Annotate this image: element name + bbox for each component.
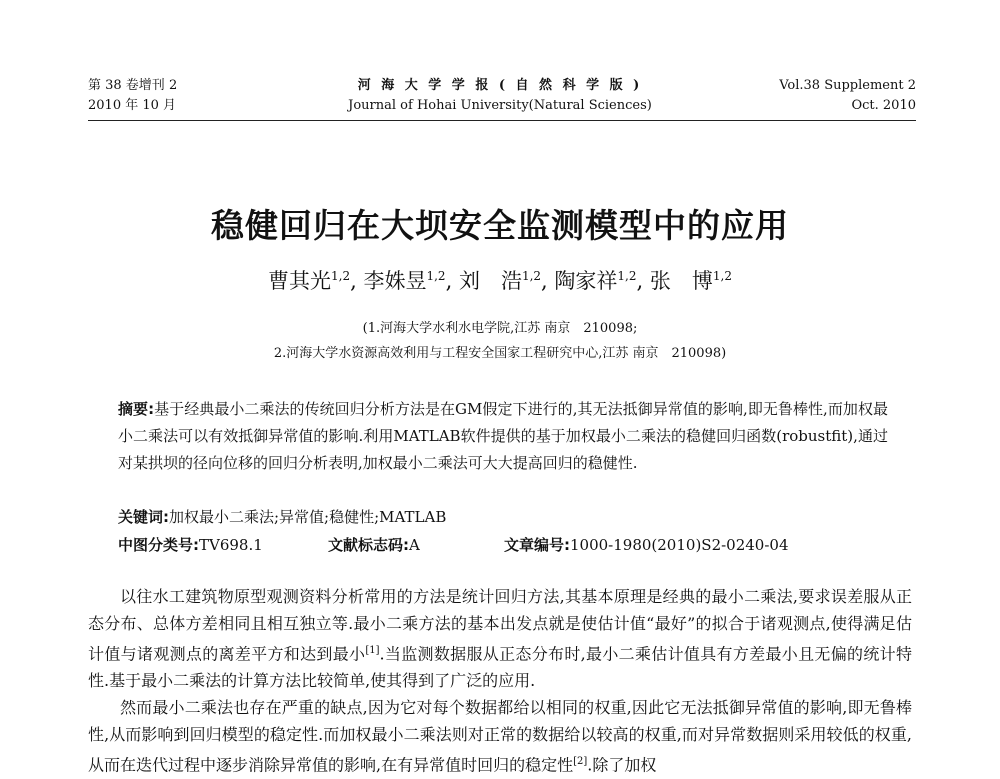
- paragraph: 然而最小二乘法也存在严重的缺点,因为它对每个数据都给以相同的权重,因此它无法抵御异常值的影响,即无鲁棒性,从而影响到回归模型的稳定性.而加权最小二乘法则对正常的数据给以较高的权重,而对异常数据则采用较低的权重,从而在迭代过程中逐步消除异常值的影响,在有异常值时回归的稳定性[2].除了加权: [88, 698, 912, 775]
- author-affiliation-mark: 1,2: [331, 269, 351, 283]
- affiliation-2: 2.河海大学水资源高效利用与工程安全国家工程研究中心,江苏 南京 210098): [273, 346, 727, 361]
- header-rule: [88, 120, 916, 121]
- keywords-label: 关键词:: [118, 508, 169, 526]
- journal-name-cn: 河 海 大 学 学 报 ( 自 然 科 学 版 ): [357, 78, 643, 93]
- author-name: 刘 浩: [458, 269, 522, 293]
- keywords: [118, 504, 888, 531]
- abstract-label: 摘要:: [118, 400, 155, 418]
- abstract-text: 基于经典最小二乘法的传统回归分析方法是在GM假定下进行的,其无法抵御异常值的影响,即无鲁棒性,而加权最小二乘法可以有效抵御异常值的影响.利用MATLAB软件提供的基于加权最小二乘法的稳健回归函数(robustfit),通过对某拱坝的径向位移的回归分析表明,加权最小二乘法可大大提高回归的稳健性.: [118, 400, 888, 472]
- author-affiliation-mark: 1,2: [521, 269, 542, 283]
- author-affiliation-mark: 1,2: [426, 269, 446, 283]
- document-code: 文献标志码:A: [328, 536, 420, 554]
- author-name: 张 博: [649, 269, 713, 293]
- author-list: 曹其光$^{1,2}$, 李姝昱$^{1,2}$, 刘 浩$^{1,2}$, 陶家祥$^{1,2}$, 张 博$^{1,2}$: [268, 269, 732, 293]
- clc-number: 中图分类号:TV698.1: [118, 536, 263, 554]
- volume-issue: 第 38 卷增刊 2: [88, 78, 178, 93]
- publication-date: 2010 年 10 月: [88, 98, 177, 113]
- date-en: Oct. 2010: [851, 98, 916, 113]
- affiliation-1: (1.河海大学水利水电学院,江苏 南京 210098;: [362, 321, 638, 336]
- paragraph: 以往水工建筑物原型观测资料分析常用的方法是统计回归方法,其基本原理是经典的最小二乘法,要求误差服从正态分布、总体方差相同且相互独立等.最小二乘方法的基本出发点就是使估计值“最好”的拟合于诸观测点,使得满足估计值与诸观测点的离差平方和达到最小[1].当监测数据服从正态分布时,最小二乘估计值具有方差最小且无偏的统计特性.基于最小二乘法的计算方法比较简单,使其得到了广泛的应用.: [88, 587, 912, 691]
- author-affiliation-mark: 1,2: [617, 269, 637, 283]
- paper-title: 稳健回归在大坝安全监测模型中的应用: [211, 206, 789, 245]
- citation: [1]: [365, 645, 380, 656]
- abstract: [118, 396, 888, 477]
- author-name: 李姝昱: [363, 269, 427, 293]
- journal-name-en: Journal of Hohai University(Natural Sciences): [348, 98, 652, 113]
- keywords-text: 加权最小二乘法;异常值;稳健性;MATLAB: [169, 508, 447, 526]
- body-text: [88, 583, 912, 779]
- author-affiliation-mark: 1,2: [712, 269, 732, 283]
- citation: [2]: [573, 756, 588, 768]
- article-number: 文章编号:1000-1980(2010)S2-0240-04: [504, 536, 789, 554]
- author-name: 陶家祥: [554, 269, 618, 293]
- journal-volume-en: [779, 76, 916, 116]
- author-name: 曹其光: [268, 269, 332, 293]
- volume-en: Vol.38 Supplement 2: [779, 78, 916, 93]
